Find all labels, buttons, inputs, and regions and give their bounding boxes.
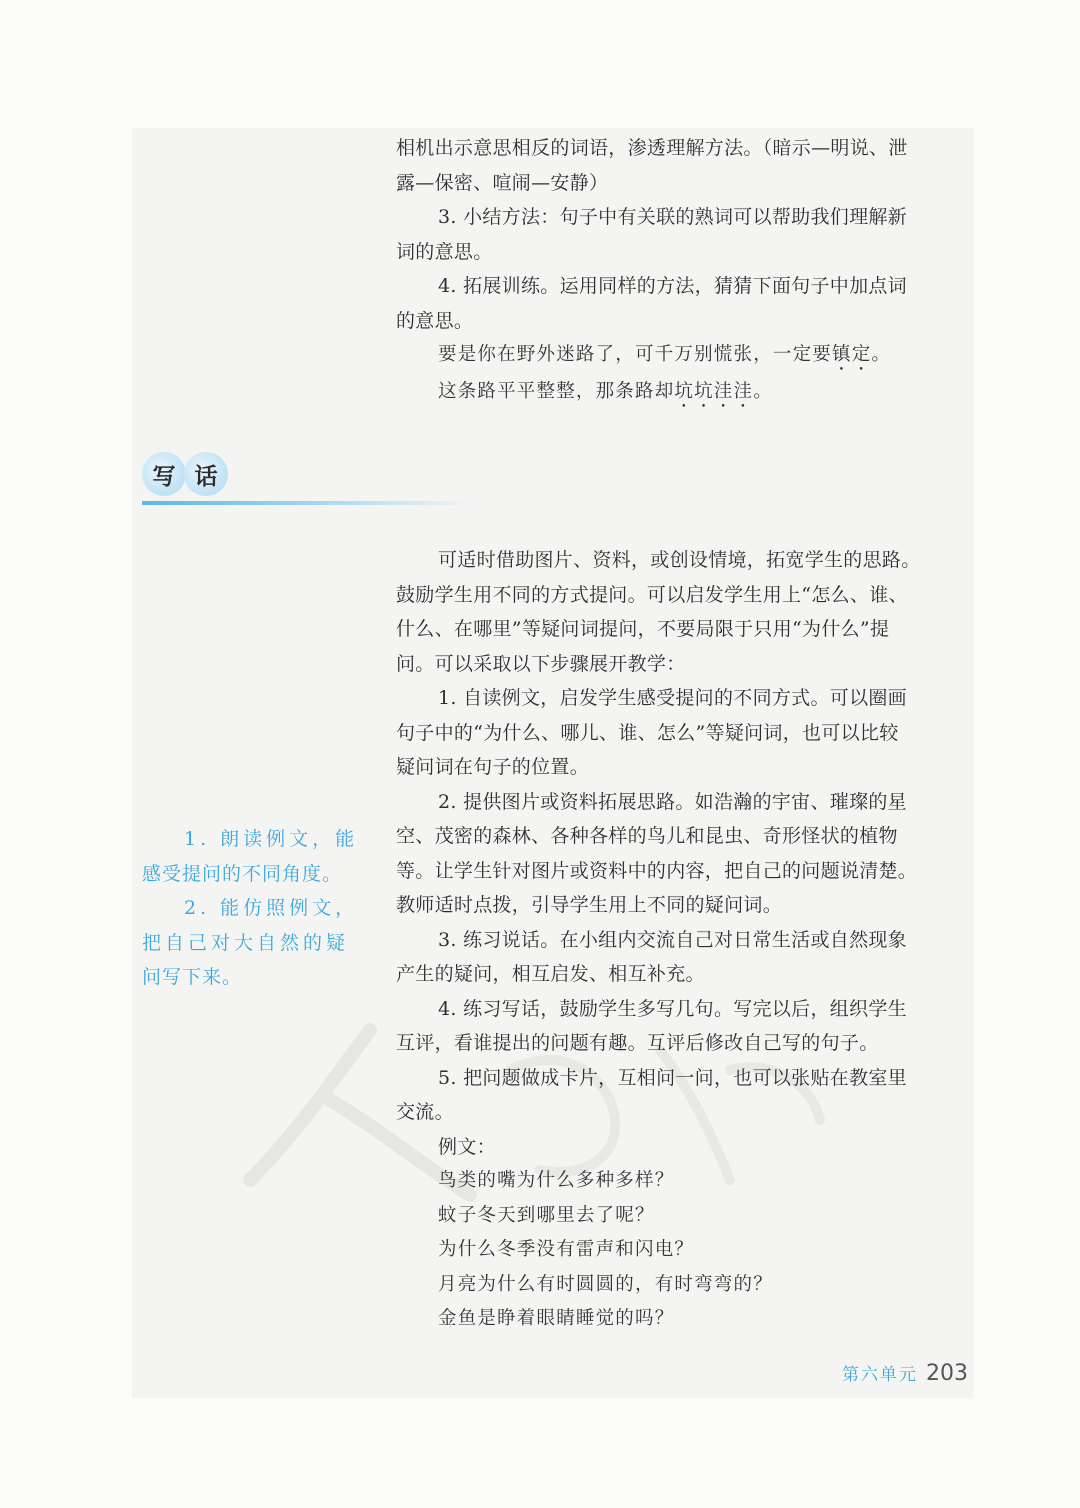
section-title-badge: 写 [142, 452, 186, 496]
example-label: 例文： [438, 1135, 496, 1158]
writing-guidance-body [396, 543, 962, 1337]
text-line: 空、茂密的森林、各种各样的鸟儿和昆虫、奇形怪状的植物 [396, 825, 898, 847]
dotted-word: 镇定 [832, 344, 872, 365]
example-question: 鸟类的嘴为什么多种多样？ [438, 1170, 675, 1191]
objective-line: 感受提问的不同角度。 [142, 862, 343, 885]
text-line: 疑问词在句子的位置。 [396, 756, 590, 778]
text-line: 鼓励学生用不同的方式提问。可以启发学生用上“怎么、谁、 [396, 583, 908, 606]
text-line: 可适时借助图片、资料，或创设情境，拓宽学生的思路。 [438, 549, 921, 571]
method-continuation-block [396, 131, 962, 412]
section-divider [142, 501, 472, 505]
objective-line: 问写下来。 [142, 966, 243, 988]
page-number: 203 [926, 1361, 968, 1386]
text-line: 露—保密、喧闹—安静） [396, 171, 609, 194]
example-question: 金鱼是睁着眼睛睡觉的吗？ [438, 1308, 675, 1329]
unit-label: 第六单元 [842, 1365, 918, 1385]
step-line: 4. 练习写话，鼓励学生多写几句。写完以后，组织学生 [438, 997, 907, 1020]
example-sentence: 要是你在野外迷路了，可千万别慌张，一定要镇定。 [438, 344, 892, 365]
objective-line: 1. 朗读例文，能 [184, 828, 359, 850]
example-question: 月亮为什么有时圆圆的，有时弯弯的？ [438, 1273, 773, 1295]
step-practice-line: 4. 拓展训练。运用同样的方法，猜猜下面句子中加点词 [438, 275, 907, 297]
text-line: 的意思。 [396, 309, 474, 332]
step-line: 5. 把问题做成卡片，互相问一问，也可以张贴在教室里 [438, 1066, 907, 1089]
margin-objectives [142, 822, 359, 995]
step-line: 1. 自读例文，启发学生感受提问的不同方式。可以圈画 [438, 687, 907, 709]
text-line: 问。可以采取以下步骤展开教学： [396, 652, 686, 675]
example-question: 为什么冬季没有雷声和闪电？ [438, 1239, 695, 1260]
step-line: 3. 练习说话。在小组内交流自己对日常生活或自然现象 [438, 928, 907, 951]
step-line: 2. 提供图片或资料拓展思路。如浩瀚的宇宙、璀璨的星 [438, 790, 907, 813]
text-line: 产生的疑问，相互启发、相互补充。 [396, 963, 705, 985]
page-footer [842, 1360, 968, 1386]
text-line: 等。让学生针对图片或资料中的内容，把自己的问题说清楚。 [396, 859, 918, 882]
step-summary-line: 3. 小结方法：句子中有关联的熟词可以帮助我们理解新 [438, 206, 907, 228]
example-question: 蚊子冬天到哪里去了呢？ [438, 1204, 655, 1226]
text-line: 相机出示意思相反的词语，渗透理解方法。（暗示—明说、泄 [396, 137, 908, 159]
section-title-badge: 话 [184, 452, 228, 496]
text-line: 教师适时点拨，引导学生用上不同的疑问词。 [396, 894, 783, 916]
text-line: 什么、在哪里”等疑问词提问，不要局限于只用“为什么”提 [396, 618, 890, 640]
objective-line: 2. 能仿照例文， [184, 897, 359, 919]
objective-line: 把自己对大自然的疑 [142, 931, 350, 954]
example-sentence: 这条路平平整整，那条路却坑坑洼洼。 [438, 381, 773, 402]
text-line: 句子中的“为什么、哪儿、谁、怎么”等疑问词，也可以比较 [396, 721, 899, 744]
text-line: 词的意思。 [396, 240, 493, 263]
section-header-writing [142, 450, 472, 510]
dotted-word: 坑坑洼洼 [674, 381, 754, 402]
text-line: 交流。 [396, 1101, 454, 1123]
text-line: 互评，看谁提出的问题有趣。互评后修改自己写的句子。 [396, 1032, 879, 1054]
